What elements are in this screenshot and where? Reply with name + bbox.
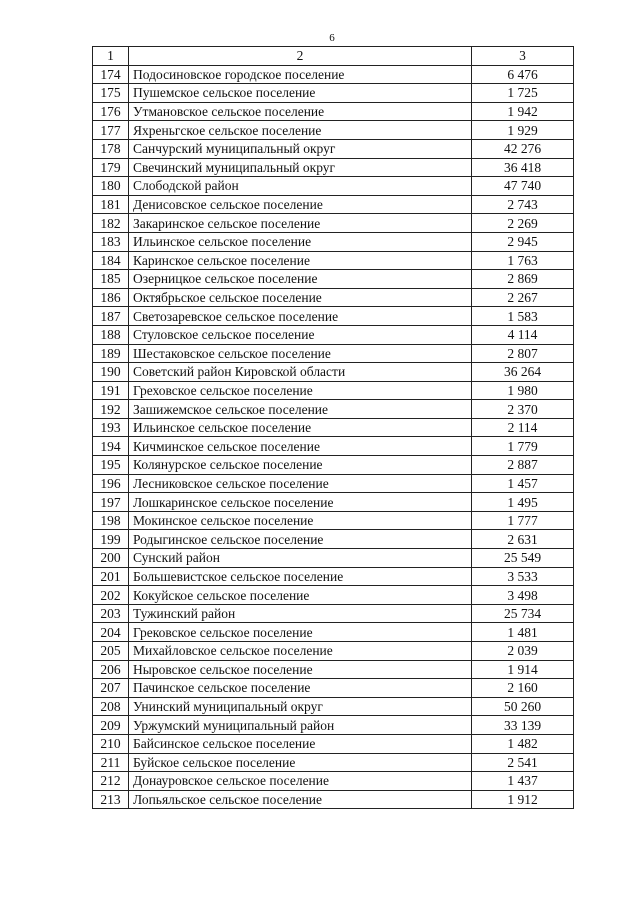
population-value-cell: 2 869: [472, 270, 574, 289]
row-number-cell: 211: [93, 753, 129, 772]
municipality-name-cell: Колянурское сельское поселение: [129, 456, 472, 475]
table-row: [93, 567, 574, 586]
population-value-cell: 1 777: [472, 511, 574, 530]
population-value-cell: 47 740: [472, 177, 574, 196]
municipality-name-cell: Октябрьское сельское поселение: [129, 288, 472, 307]
table-row: [93, 604, 574, 623]
table-row: [93, 363, 574, 382]
table-row: [93, 716, 574, 735]
municipality-name-cell: Лесниковское сельское поселение: [129, 474, 472, 493]
table-row: [93, 158, 574, 177]
municipality-name-cell: Ильинское сельское поселение: [129, 232, 472, 251]
row-number-cell: 210: [93, 734, 129, 753]
population-value-cell: 2 039: [472, 642, 574, 661]
table-row: [93, 270, 574, 289]
population-value-cell: 2 370: [472, 400, 574, 419]
municipality-name-cell: Озерницкое сельское поселение: [129, 270, 472, 289]
row-number-cell: 190: [93, 363, 129, 382]
municipality-name-cell: Пачинское сельское поселение: [129, 679, 472, 698]
row-number-cell: 179: [93, 158, 129, 177]
row-number-cell: 178: [93, 139, 129, 158]
municipality-name-cell: Греховское сельское поселение: [129, 381, 472, 400]
column-header-value: 3: [472, 47, 574, 66]
municipality-name-cell: Стуловское сельское поселение: [129, 325, 472, 344]
table-row: [93, 530, 574, 549]
municipality-name-cell: Лошкаринское сельское поселение: [129, 493, 472, 512]
municipality-name-cell: Закаринское сельское поселение: [129, 214, 472, 233]
municipality-name-cell: Санчурский муниципальный округ: [129, 139, 472, 158]
table-row: [93, 753, 574, 772]
row-number-cell: 204: [93, 623, 129, 642]
table-row: [93, 734, 574, 753]
table-row: [93, 549, 574, 568]
municipality-name-cell: Советский район Кировской области: [129, 363, 472, 382]
population-value-cell: 1 942: [472, 102, 574, 121]
row-number-cell: 183: [93, 232, 129, 251]
row-number-cell: 198: [93, 511, 129, 530]
row-number-cell: 201: [93, 567, 129, 586]
population-value-cell: 2 631: [472, 530, 574, 549]
row-number-cell: 196: [93, 474, 129, 493]
row-number-cell: 186: [93, 288, 129, 307]
population-value-cell: 2 269: [472, 214, 574, 233]
municipality-name-cell: Шестаковское сельское поселение: [129, 344, 472, 363]
table-row: [93, 102, 574, 121]
table-row: [93, 65, 574, 84]
municipality-name-cell: Светозаревское сельское поселение: [129, 307, 472, 326]
table-row: [93, 586, 574, 605]
row-number-cell: 197: [93, 493, 129, 512]
table-row: [93, 772, 574, 791]
table-row: [93, 623, 574, 642]
row-number-cell: 184: [93, 251, 129, 270]
page-number: 6: [329, 32, 335, 44]
table-row: [93, 344, 574, 363]
municipality-name-cell: Михайловское сельское поселение: [129, 642, 472, 661]
row-number-cell: 182: [93, 214, 129, 233]
table-row: [93, 456, 574, 475]
table-row: [93, 288, 574, 307]
row-number-cell: 203: [93, 604, 129, 623]
table-row: [93, 177, 574, 196]
municipality-name-cell: Яхреньгское сельское поселение: [129, 121, 472, 140]
population-value-cell: 2 160: [472, 679, 574, 698]
row-number-cell: 208: [93, 697, 129, 716]
table-row: [93, 511, 574, 530]
row-number-cell: 199: [93, 530, 129, 549]
municipality-name-cell: Родыгинское сельское поселение: [129, 530, 472, 549]
row-number-cell: 202: [93, 586, 129, 605]
row-number-cell: 189: [93, 344, 129, 363]
population-value-cell: 1 437: [472, 772, 574, 791]
municipality-name-cell: Утмановское сельское поселение: [129, 102, 472, 121]
row-number-cell: 177: [93, 121, 129, 140]
table-row: [93, 307, 574, 326]
population-value-cell: 25 549: [472, 549, 574, 568]
population-value-cell: 2 541: [472, 753, 574, 772]
population-value-cell: 1 495: [472, 493, 574, 512]
population-value-cell: 1 482: [472, 734, 574, 753]
population-value-cell: 42 276: [472, 139, 574, 158]
row-number-cell: 212: [93, 772, 129, 791]
row-number-cell: 191: [93, 381, 129, 400]
row-number-cell: 195: [93, 456, 129, 475]
municipality-name-cell: Ныровское сельское поселение: [129, 660, 472, 679]
population-value-cell: 36 264: [472, 363, 574, 382]
table-row: [93, 642, 574, 661]
table-row: [93, 139, 574, 158]
table-row: [93, 121, 574, 140]
municipality-name-cell: Каринское сельское поселение: [129, 251, 472, 270]
table-row: [93, 381, 574, 400]
table-row: [93, 437, 574, 456]
row-number-cell: 206: [93, 660, 129, 679]
column-header-number: 1: [93, 47, 129, 66]
municipality-name-cell: Подосиновское городское поселение: [129, 65, 472, 84]
municipality-name-cell: Кокуйское сельское поселение: [129, 586, 472, 605]
column-header-name: 2: [129, 47, 472, 66]
row-number-cell: 181: [93, 195, 129, 214]
population-value-cell: 2 945: [472, 232, 574, 251]
municipality-name-cell: Мокинское сельское поселение: [129, 511, 472, 530]
row-number-cell: 185: [93, 270, 129, 289]
population-value-cell: 2 743: [472, 195, 574, 214]
table-row: [93, 84, 574, 103]
municipality-name-cell: Денисовское сельское поселение: [129, 195, 472, 214]
municipality-name-cell: Слободской район: [129, 177, 472, 196]
population-value-cell: 1 725: [472, 84, 574, 103]
row-number-cell: 187: [93, 307, 129, 326]
row-number-cell: 213: [93, 790, 129, 809]
municipality-name-cell: Грековское сельское поселение: [129, 623, 472, 642]
row-number-cell: 175: [93, 84, 129, 103]
table-body: [93, 65, 574, 809]
population-value-cell: 1 980: [472, 381, 574, 400]
table-header-row: [93, 47, 574, 66]
population-value-cell: 2 114: [472, 418, 574, 437]
population-value-cell: 1 457: [472, 474, 574, 493]
population-value-cell: 25 734: [472, 604, 574, 623]
population-value-cell: 36 418: [472, 158, 574, 177]
row-number-cell: 188: [93, 325, 129, 344]
population-value-cell: 3 533: [472, 567, 574, 586]
municipality-name-cell: Сунский район: [129, 549, 472, 568]
population-value-cell: 6 476: [472, 65, 574, 84]
population-value-cell: 33 139: [472, 716, 574, 735]
municipality-name-cell: Ильинское сельское поселение: [129, 418, 472, 437]
municipality-name-cell: Буйское сельское поселение: [129, 753, 472, 772]
row-number-cell: 194: [93, 437, 129, 456]
municipality-name-cell: Зашижемское сельское поселение: [129, 400, 472, 419]
municipality-name-cell: Пушемское сельское поселение: [129, 84, 472, 103]
municipality-name-cell: Донауровское сельское поселение: [129, 772, 472, 791]
population-value-cell: 2 887: [472, 456, 574, 475]
data-table: [92, 46, 574, 809]
row-number-cell: 192: [93, 400, 129, 419]
population-value-cell: 1 914: [472, 660, 574, 679]
table-row: [93, 493, 574, 512]
municipality-name-cell: Унинский муниципальный округ: [129, 697, 472, 716]
municipality-name-cell: Тужинский район: [129, 604, 472, 623]
table-row: [93, 214, 574, 233]
table-row: [93, 697, 574, 716]
table-row: [93, 418, 574, 437]
table-row: [93, 325, 574, 344]
row-number-cell: 200: [93, 549, 129, 568]
population-value-cell: 1 481: [472, 623, 574, 642]
row-number-cell: 176: [93, 102, 129, 121]
row-number-cell: 180: [93, 177, 129, 196]
population-value-cell: 1 929: [472, 121, 574, 140]
population-value-cell: 4 114: [472, 325, 574, 344]
population-value-cell: 2 807: [472, 344, 574, 363]
table-row: [93, 400, 574, 419]
municipality-name-cell: Байсинское сельское поселение: [129, 734, 472, 753]
population-value-cell: 50 260: [472, 697, 574, 716]
municipality-name-cell: Кичминское сельское поселение: [129, 437, 472, 456]
population-value-cell: 3 498: [472, 586, 574, 605]
municipality-name-cell: Свечинский муниципальный округ: [129, 158, 472, 177]
municipality-name-cell: Большевистское сельское поселение: [129, 567, 472, 586]
row-number-cell: 207: [93, 679, 129, 698]
table-row: [93, 232, 574, 251]
population-value-cell: 1 912: [472, 790, 574, 809]
table-row: [93, 474, 574, 493]
row-number-cell: 193: [93, 418, 129, 437]
row-number-cell: 209: [93, 716, 129, 735]
table-row: [93, 790, 574, 809]
population-value-cell: 1 583: [472, 307, 574, 326]
population-value-cell: 1 763: [472, 251, 574, 270]
municipality-name-cell: Уржумский муниципальный район: [129, 716, 472, 735]
population-value-cell: 1 779: [472, 437, 574, 456]
table-row: [93, 251, 574, 270]
row-number-cell: 205: [93, 642, 129, 661]
population-value-cell: 2 267: [472, 288, 574, 307]
table-row: [93, 195, 574, 214]
row-number-cell: 174: [93, 65, 129, 84]
table-row: [93, 679, 574, 698]
municipality-name-cell: Лопьяльское сельское поселение: [129, 790, 472, 809]
table-row: [93, 660, 574, 679]
